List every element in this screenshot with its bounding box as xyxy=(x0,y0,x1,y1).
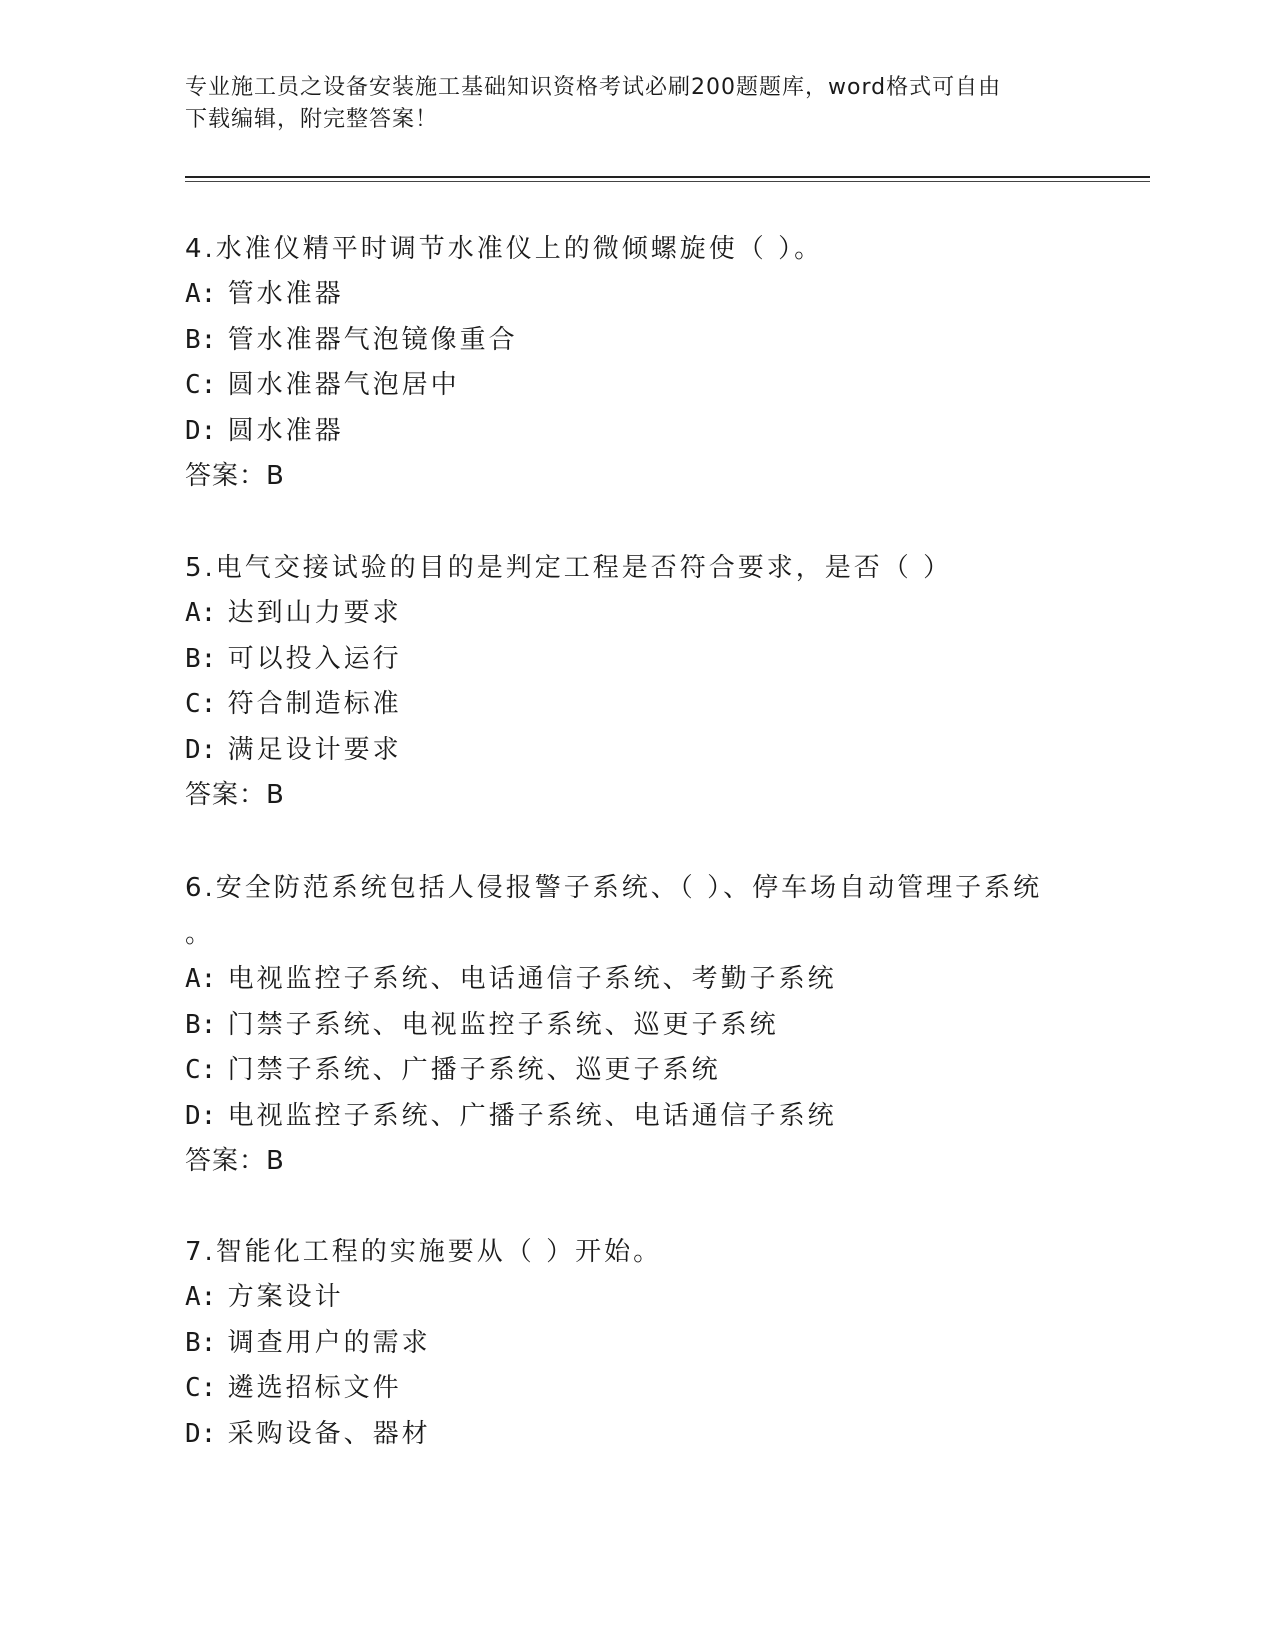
answer-value: B xyxy=(266,461,285,491)
option-d xyxy=(185,1094,1085,1140)
answer-label: 答案： xyxy=(185,461,267,491)
option-letter: C: xyxy=(185,1055,217,1085)
option-text: 符合制造标准 xyxy=(227,689,402,719)
option-text: 达到山力要求 xyxy=(227,598,402,628)
option-c xyxy=(185,363,1085,409)
option-c xyxy=(185,682,1085,728)
option-letter: C: xyxy=(185,370,217,400)
option-text: 遴选招标文件 xyxy=(227,1373,402,1403)
option-letter: A: xyxy=(185,964,217,994)
option-text: 门禁子系统、电视监控子系统、巡更子系统 xyxy=(227,1009,779,1040)
option-letter: B: xyxy=(185,1009,217,1040)
option-b xyxy=(185,1003,1085,1049)
question-stem: 4.水准仪精平时调节水准仪上的微倾螺旋使（ ）。 xyxy=(185,234,824,264)
header-line-2: 下载编辑，附完整答案！ xyxy=(185,107,439,132)
option-text: 电视监控子系统、广播子系统、电话通信子系统 xyxy=(227,1100,837,1131)
option-letter: D: xyxy=(185,415,217,446)
option-letter: B: xyxy=(185,643,217,674)
question-5 xyxy=(185,545,1085,819)
option-text: 圆水准器气泡居中 xyxy=(227,370,460,400)
header-divider-thin xyxy=(185,181,1150,182)
option-letter: C: xyxy=(185,1373,217,1403)
answer-value: B xyxy=(266,780,285,810)
answer-label: 答案： xyxy=(185,1146,267,1176)
question-stem: 5.电气交接试验的目的是判定工程是否符合要求，是否（ ） xyxy=(185,553,953,583)
option-text: 可以投入运行 xyxy=(227,643,402,674)
option-letter: A: xyxy=(185,598,217,628)
option-text: 门禁子系统、广播子系统、巡更子系统 xyxy=(227,1055,721,1085)
question-7 xyxy=(185,1229,1085,1457)
header-line-1: 专业施工员之设备安装施工基础知识资格考试必刷200题题库，word格式可自由 xyxy=(185,75,1002,100)
option-letter: B: xyxy=(185,324,217,355)
answer-line xyxy=(185,1139,1085,1185)
option-text: 管水准器 xyxy=(227,279,344,309)
option-text: 调查用户的需求 xyxy=(227,1327,431,1358)
option-d xyxy=(185,728,1085,774)
answer-line xyxy=(185,773,1085,819)
option-text: 采购设备、器材 xyxy=(227,1418,431,1449)
answer-value: B xyxy=(266,1146,285,1176)
option-letter: A: xyxy=(185,279,217,309)
option-c xyxy=(185,1048,1085,1094)
option-b xyxy=(185,1321,1085,1367)
question-stem: 6.安全防范系统包括人侵报警子系统、（ ）、停车场自动管理子系统 xyxy=(185,873,1043,903)
option-text: 圆水准器 xyxy=(227,415,344,446)
option-text: 管水准器气泡镜像重合 xyxy=(227,324,518,355)
option-a xyxy=(185,272,1085,318)
question-6 xyxy=(185,865,1085,1185)
document-header xyxy=(185,72,1085,136)
option-text: 方案设计 xyxy=(227,1282,344,1312)
option-b xyxy=(185,637,1085,683)
question-stem-continuation: 。 xyxy=(185,919,215,949)
option-a xyxy=(185,591,1085,637)
answer-line xyxy=(185,454,1085,500)
header-divider-thick xyxy=(185,176,1150,178)
option-d xyxy=(185,409,1085,455)
option-d xyxy=(185,1412,1085,1458)
option-letter: B: xyxy=(185,1327,217,1358)
question-stem: 7.智能化工程的实施要从（ ）开始。 xyxy=(185,1237,663,1267)
option-a xyxy=(185,957,1085,1003)
option-text: 电视监控子系统、电话通信子系统、考勤子系统 xyxy=(227,964,837,994)
option-letter: D: xyxy=(185,1418,217,1449)
option-text: 满足设计要求 xyxy=(227,734,402,765)
option-letter: D: xyxy=(185,1100,217,1131)
option-a xyxy=(185,1275,1085,1321)
option-letter: A: xyxy=(185,1282,217,1312)
question-4 xyxy=(185,226,1085,500)
option-letter: D: xyxy=(185,734,217,765)
option-b xyxy=(185,318,1085,364)
option-c xyxy=(185,1366,1085,1412)
option-letter: C: xyxy=(185,689,217,719)
answer-label: 答案： xyxy=(185,780,267,810)
